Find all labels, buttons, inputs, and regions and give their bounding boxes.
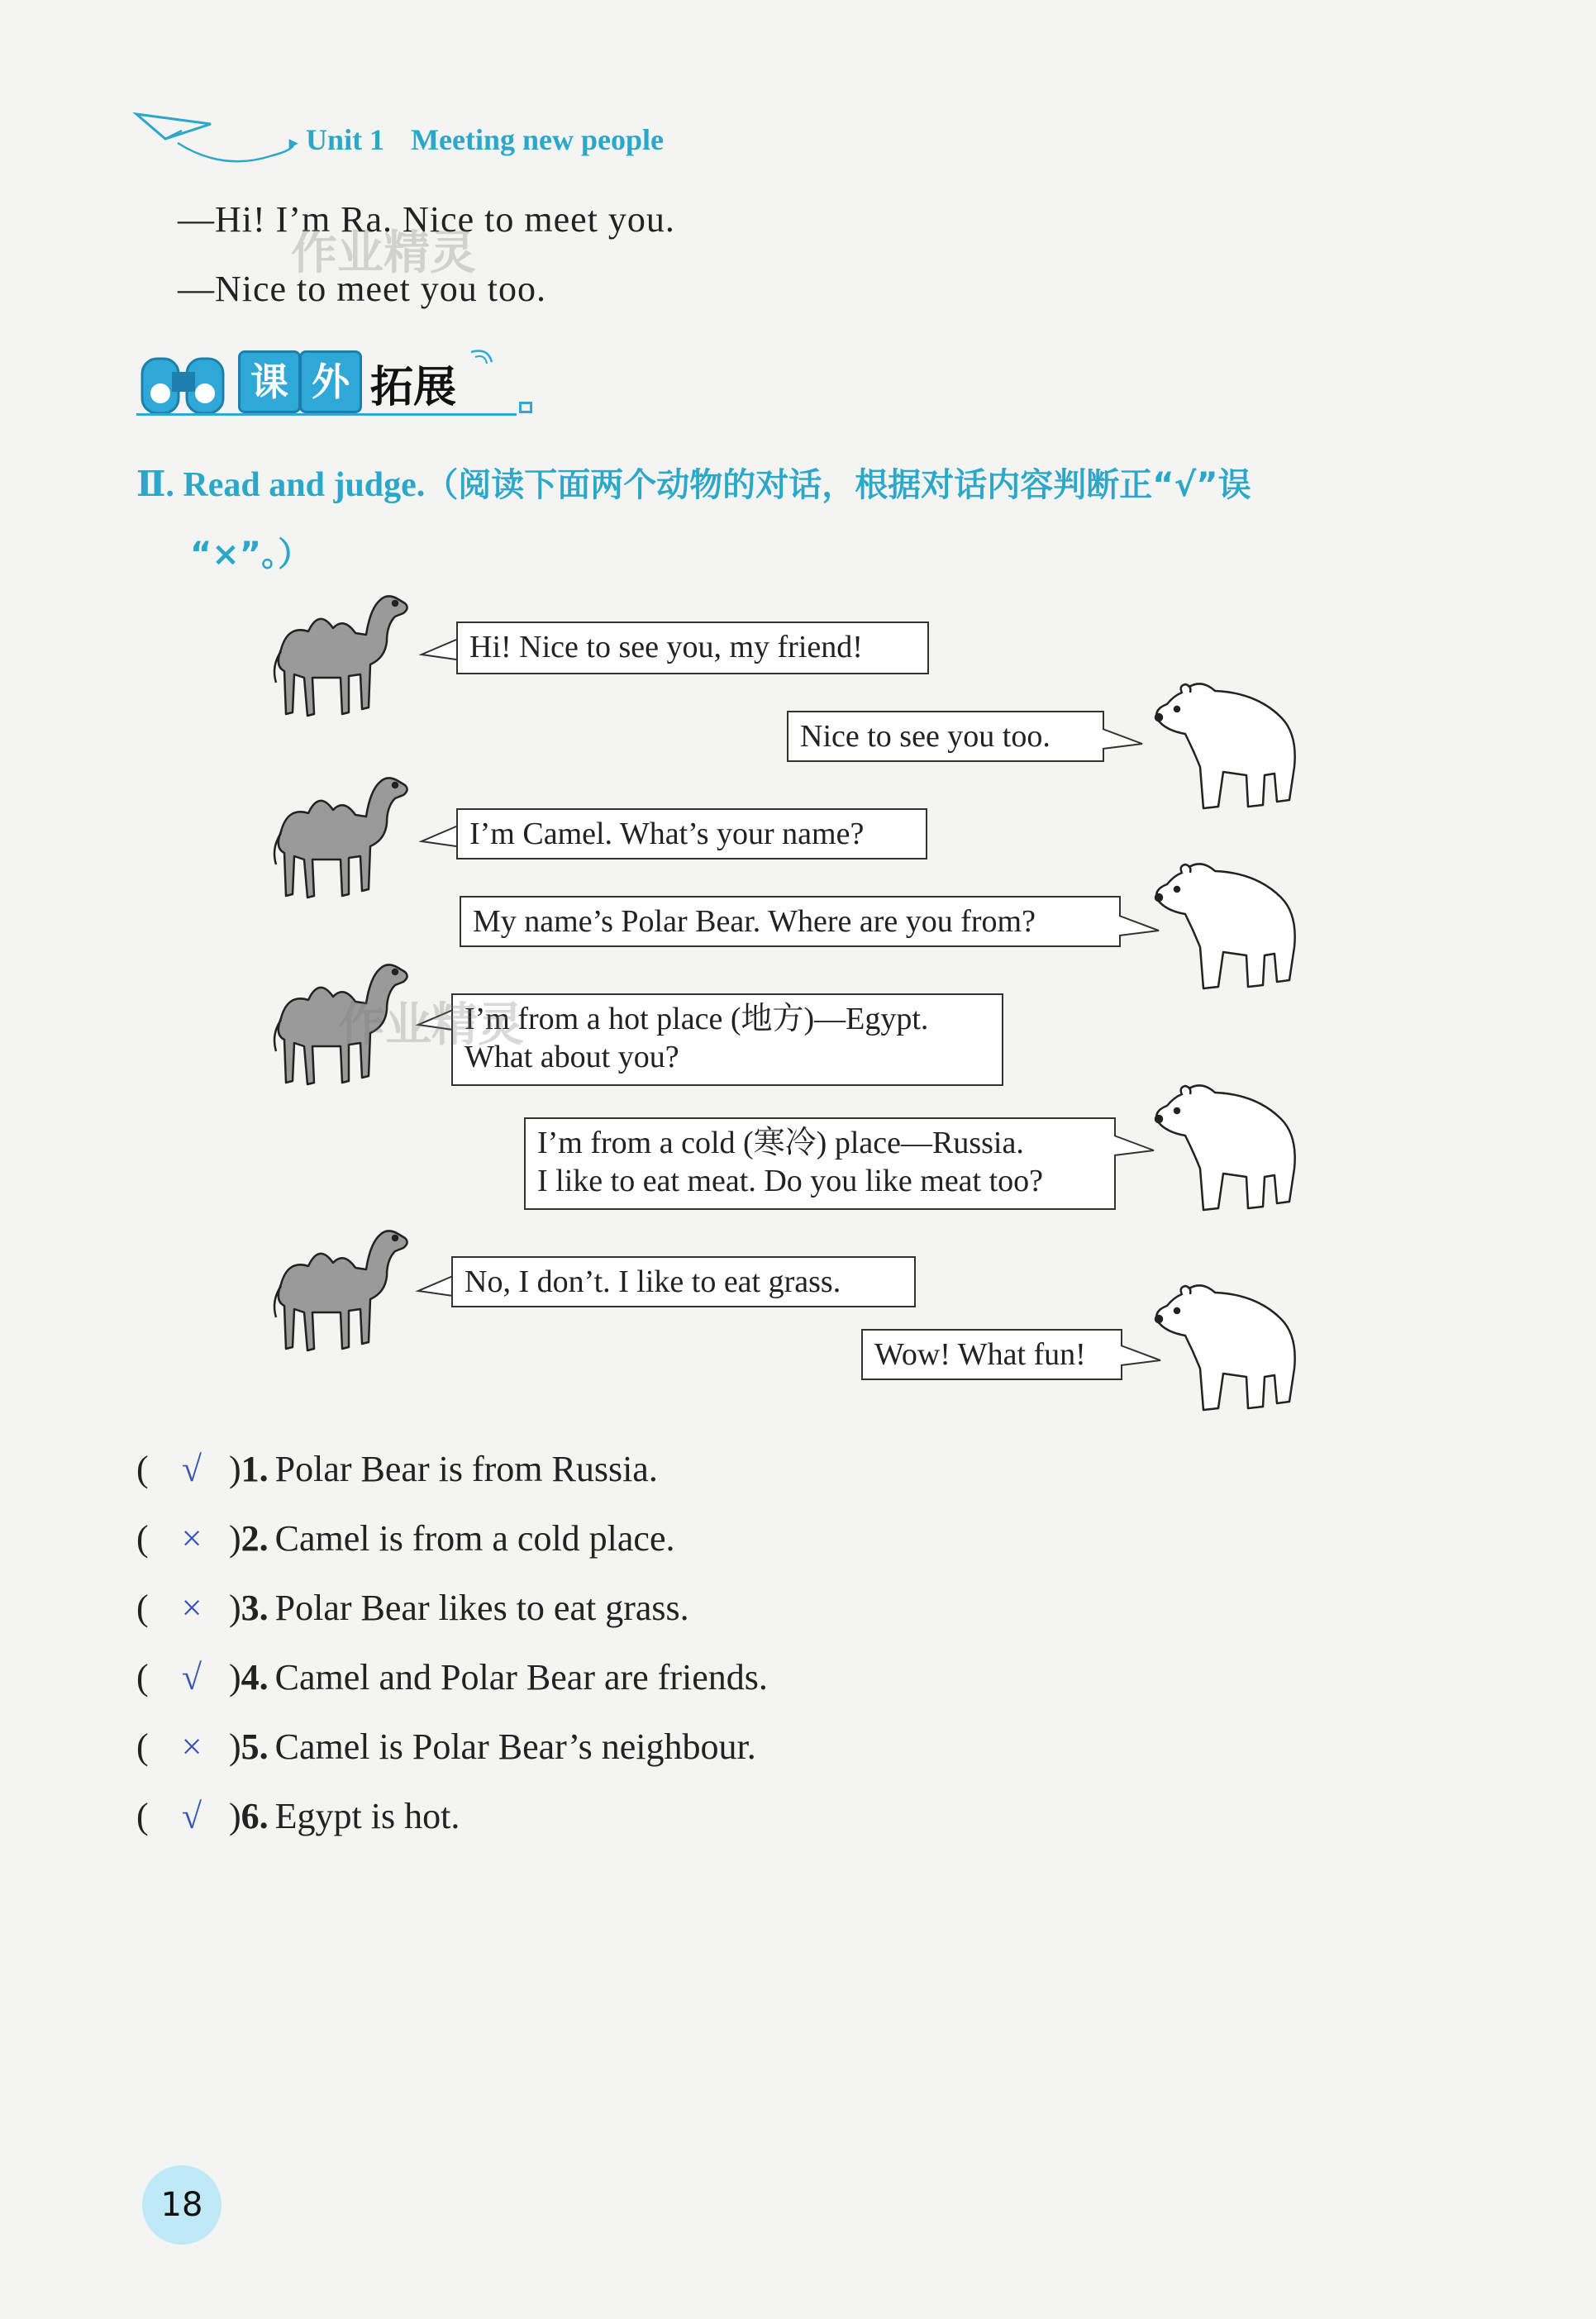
dialogue-line: —Hi! I’m Ra. Nice to meet you. xyxy=(178,199,675,240)
bubble-line: My name’s Polar Bear. Where are you from? xyxy=(473,904,1036,939)
speech-bubble-camel xyxy=(451,993,1003,1086)
paren-open: ( xyxy=(136,1796,149,1836)
triangle-icon: ▸ xyxy=(289,134,298,153)
bubble-line: I’m from a hot place (地方)—Egypt. xyxy=(465,1002,929,1036)
question-text: Camel is from a cold place. xyxy=(274,1518,675,1559)
polar-bear-illustration xyxy=(1149,1278,1306,1420)
polar-bear-illustration xyxy=(1149,676,1306,818)
question-row xyxy=(136,1656,768,1698)
speech-bubble-camel xyxy=(456,621,929,674)
task-roman: Ⅱ. xyxy=(136,466,174,504)
answer-mark[interactable]: × xyxy=(181,1726,202,1767)
swirl-icon xyxy=(467,345,500,370)
question-text: Camel is Polar Bear’s neighbour. xyxy=(274,1726,756,1767)
answer-mark[interactable]: √ xyxy=(181,1796,202,1836)
question-row xyxy=(136,1517,674,1559)
answer-mark[interactable]: √ xyxy=(181,1449,202,1489)
question-number: 3. xyxy=(241,1588,269,1628)
bubble-line: I like to eat meat. Do you like meat too? xyxy=(537,1164,1044,1198)
speech-bubble-polar-bear xyxy=(460,896,1121,947)
bubble-line: No, I don’t. I like to eat grass. xyxy=(465,1264,841,1299)
paper-plane-icon xyxy=(132,106,298,172)
answer-mark[interactable]: × xyxy=(181,1588,202,1628)
polar-bear-illustration xyxy=(1149,1078,1306,1220)
task-instruction-cn: （阅读下面两个动物的对话，根据对话内容判断正“√”误 xyxy=(425,466,1251,504)
question-number: 6. xyxy=(241,1796,269,1836)
bubble-line: Hi! Nice to see you, my friend! xyxy=(469,630,863,664)
paren-open: ( xyxy=(136,1588,149,1628)
unit-title: Meeting new people xyxy=(411,123,665,156)
speech-bubble-polar-bear xyxy=(787,711,1104,762)
speech-bubble-polar-bear xyxy=(524,1117,1116,1210)
camel-illustration xyxy=(263,592,420,732)
badge-char: 课 xyxy=(238,350,301,413)
section-underline xyxy=(136,413,517,416)
answer-mark[interactable]: √ xyxy=(181,1657,202,1698)
paren-close: ) xyxy=(229,1796,241,1836)
bubble-line: I’m from a cold (寒冷) place—Russia. xyxy=(537,1126,1024,1160)
dialogue-line: —Nice to meet you too. xyxy=(178,269,547,309)
speech-bubble-camel xyxy=(451,1256,916,1307)
paren-open: ( xyxy=(136,1518,149,1559)
bubble-line: What about you? xyxy=(465,1040,679,1074)
paren-close: ) xyxy=(229,1518,241,1559)
polar-bear-illustration xyxy=(1149,856,1306,998)
binoculars-icon xyxy=(139,347,230,420)
task-title: Read and judge. xyxy=(183,466,426,504)
task-instruction-cn-cont: “×”。） xyxy=(190,536,312,574)
bubble-line: I’m Camel. What’s your name? xyxy=(469,817,865,851)
watermark: 作业精灵 xyxy=(339,998,524,1052)
paren-close: ) xyxy=(229,1449,241,1489)
question-text: Egypt is hot. xyxy=(274,1796,460,1836)
bubble-line: Nice to see you too. xyxy=(800,719,1051,754)
question-number: 4. xyxy=(241,1657,269,1698)
task-instruction xyxy=(136,450,1459,589)
speech-bubble-polar-bear xyxy=(861,1329,1122,1380)
bubble-line: Wow! What fun! xyxy=(874,1337,1086,1372)
question-row xyxy=(136,1587,689,1629)
paren-close: ) xyxy=(229,1726,241,1767)
watermark: 作业精灵 xyxy=(291,226,476,280)
question-row xyxy=(136,1448,658,1490)
answer-mark[interactable]: × xyxy=(181,1518,202,1559)
speech-tail-icon xyxy=(1099,724,1149,757)
question-number: 5. xyxy=(241,1726,269,1767)
question-number: 2. xyxy=(241,1518,269,1559)
unit-header xyxy=(289,122,664,157)
paren-open: ( xyxy=(136,1657,149,1698)
camel-illustration xyxy=(263,1226,420,1367)
question-row xyxy=(136,1726,756,1768)
paren-close: ) xyxy=(229,1588,241,1628)
paren-open: ( xyxy=(136,1726,149,1767)
question-row xyxy=(136,1795,460,1837)
speech-bubble-camel xyxy=(456,808,927,860)
question-text: Polar Bear is from Russia. xyxy=(274,1449,658,1489)
page-number: 18 xyxy=(142,2165,222,2245)
camel-illustration xyxy=(263,774,420,914)
section-title: 拓展 xyxy=(370,363,457,412)
unit-label: Unit 1 xyxy=(306,123,385,156)
question-text: Polar Bear likes to eat grass. xyxy=(274,1588,689,1628)
question-text: Camel and Polar Bear are friends. xyxy=(274,1657,768,1698)
paren-open: ( xyxy=(136,1449,149,1489)
paren-close: ) xyxy=(229,1657,241,1698)
question-number: 1. xyxy=(241,1449,269,1489)
badge-char: 外 xyxy=(299,350,362,413)
corner-mark-icon xyxy=(519,402,532,413)
